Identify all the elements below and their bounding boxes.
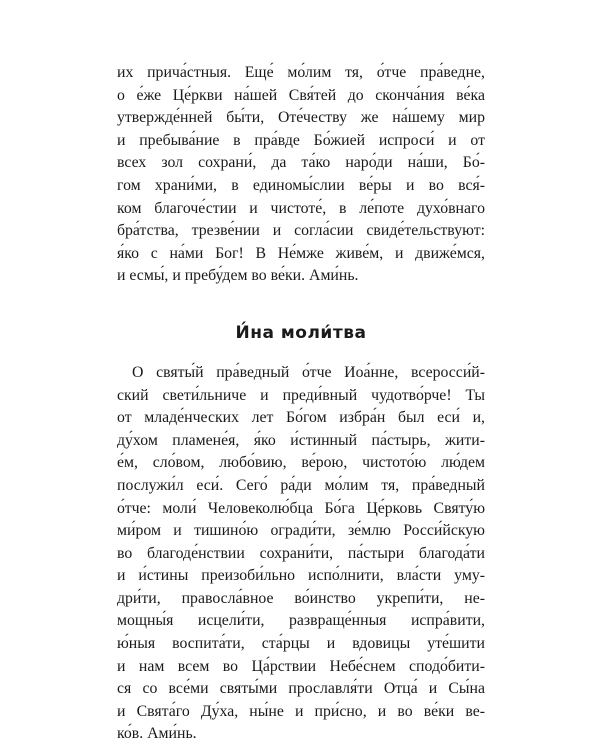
text-line: гом храни́ми, в единомы́слии ве́ры и во вся́- bbox=[117, 176, 485, 194]
text-line: их прича́стныя. Еще́ мо́лим тя, о́тче пра́ведне, bbox=[117, 64, 485, 81]
text-line: ский свети́льниче и преди́вный чудотво́рче! Ты bbox=[117, 386, 485, 404]
text-line: ся со все́ми святы́ми прославля́ти Отца́ и Сы́на bbox=[117, 680, 485, 698]
text-line: во благоде́нствии сохрани́ти, па́стыри благода́ти bbox=[117, 544, 485, 562]
text-line: О святы́й пра́ведный о́тче Иоа́нне, всеросси́й- bbox=[132, 363, 485, 381]
text-line: ми́ром и тишино́ю огради́ти, зе́млю Росси́йскую bbox=[117, 522, 485, 540]
text-line: утвержде́нней бы́ти, Оте́честву же на́шему мир bbox=[117, 109, 485, 127]
text-line: дри́ти, правосла́вное во́инство укрепи́ти, не- bbox=[117, 589, 485, 607]
text-line: и пребыва́ние в пра́вде Бо́жией испроси́ и от bbox=[117, 131, 485, 149]
prayer-text bbox=[117, 362, 485, 746]
prayer-continuation bbox=[117, 62, 485, 288]
text-line: всех зол сохрани́, да та́ко наро́ди на́ши, Бо́- bbox=[117, 154, 485, 172]
text-line: и есмы́, и пребу́дем во ве́ки. Ами́нь. bbox=[117, 267, 359, 285]
text-line: от младе́нческих лет Бо́гом избра́н был еси́ и, bbox=[117, 409, 485, 427]
text-line: и Свята́го Ду́ха, ны́не и при́сно, и во ве́ки ве- bbox=[117, 702, 485, 720]
text-line: послужи́л еси́. Сего́ ра́ди мо́лим тя, пра́ведный bbox=[117, 476, 485, 494]
text-line: ко́в. Ами́нь. bbox=[117, 725, 197, 743]
text-line: ю́ныя воспита́ти, ста́рцы и вдовицы уте́шити bbox=[117, 635, 485, 653]
text-line: бра́тства, трезве́нии и согла́сии свиде́тельствуют: bbox=[117, 222, 485, 240]
text-line: я́ко с на́ми Бог! В Не́мже живе́м, и движе́мся, bbox=[117, 244, 485, 262]
text-line: о е́же Це́ркви на́шей Свя́тей до сконча́ния ве́ка bbox=[117, 86, 485, 104]
text-line: и нам всем во Ца́рствии Небе́снем сподо́бити- bbox=[117, 657, 485, 675]
page-content bbox=[117, 62, 485, 746]
text-line: е́м, сло́вом, любо́вию, ве́рою, чистото́ю лю́дем bbox=[117, 454, 485, 472]
text-line: мощны́я исцели́ти, развраще́нныя испра́вити, bbox=[117, 612, 485, 630]
section-heading: И́на моли́тва bbox=[235, 322, 367, 343]
text-line: ду́хом пламене́я, я́ко и́стинный па́стырь, жити- bbox=[117, 431, 485, 449]
text-line: о́тче: моли́ Человеколю́бца Бо́га Це́рковь Святу́ю bbox=[117, 499, 485, 517]
text-line: ком благоче́стии и чистоте́, в ле́поте духо́внаго bbox=[117, 199, 485, 217]
text-line: и и́стины преизоби́льно испо́лнити, вла́сти уму- bbox=[117, 567, 485, 585]
